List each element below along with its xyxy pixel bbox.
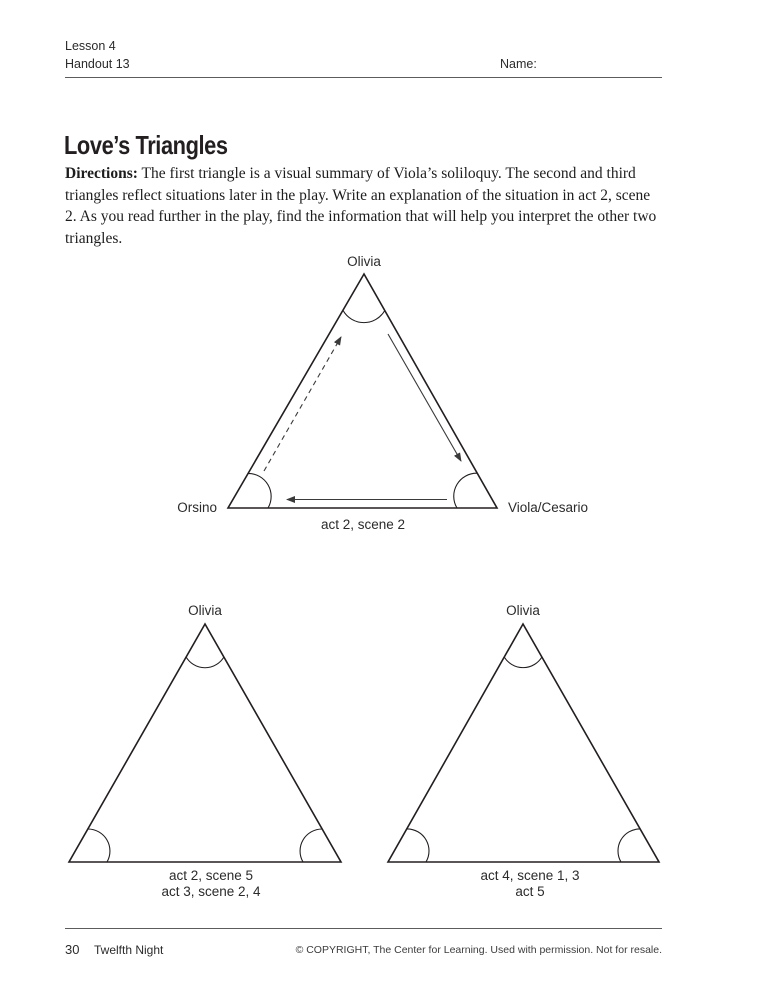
right-caption-line2: act 5 [515, 884, 545, 899]
main-left-angle-arc [248, 473, 271, 508]
left-caption-line1: act 2, scene 5 [168, 868, 254, 883]
main-apex-angle-arc [343, 310, 385, 322]
left-bl-angle-arc [88, 829, 110, 862]
left-apex-angle-arc [186, 657, 224, 668]
arrow-olivia-to-viola [388, 334, 461, 461]
main-left-label: Orsino [177, 500, 217, 515]
right-apex-angle-arc [504, 657, 542, 668]
page-title: Love’s Triangles [64, 130, 228, 160]
main-triangle-group [177, 254, 588, 532]
footer-rule [65, 928, 662, 929]
main-right-angle-arc [454, 473, 478, 508]
left-caption-line2: act 3, scene 2, 4 [161, 884, 261, 899]
right-bl-angle-arc [407, 829, 429, 862]
left-top-label: Olivia [188, 603, 222, 618]
right-top-label: Olivia [506, 603, 540, 618]
directions-label: Directions: [65, 165, 138, 182]
header-lesson: Lesson 4 [65, 39, 116, 53]
right-triangle-group [388, 603, 659, 899]
directions-text: The first triangle is a visual summary of Viola’s soliloquy. The second and third triangles reflect situations later in the play. Write an explanation of the situation in act 2, scene 2. As you read further in the play, find the information that will help you interpret the other two triangles. [65, 165, 657, 247]
main-right-label: Viola/Cesario [508, 500, 589, 515]
right-triangle-outline [388, 624, 659, 862]
header-handout: Handout 13 [65, 57, 130, 71]
right-br-angle-arc [618, 829, 640, 862]
right-caption-line1: act 4, scene 1, 3 [480, 868, 580, 883]
main-top-label: Olivia [347, 254, 381, 269]
main-triangle-outline [228, 274, 497, 508]
header-name-label: Name: [500, 57, 537, 71]
footer-book-title: Twelfth Night [94, 943, 164, 957]
left-triangle-group [69, 603, 341, 899]
left-triangle-outline [69, 624, 341, 862]
footer-copyright: © COPYRIGHT, The Center for Learning. Used with permission. Not for resale. [295, 944, 662, 956]
footer-page-number: 30 [65, 942, 80, 957]
main-caption: act 2, scene 2 [320, 517, 406, 532]
left-br-angle-arc [300, 829, 322, 862]
arrow-orsino-to-olivia [264, 337, 341, 471]
